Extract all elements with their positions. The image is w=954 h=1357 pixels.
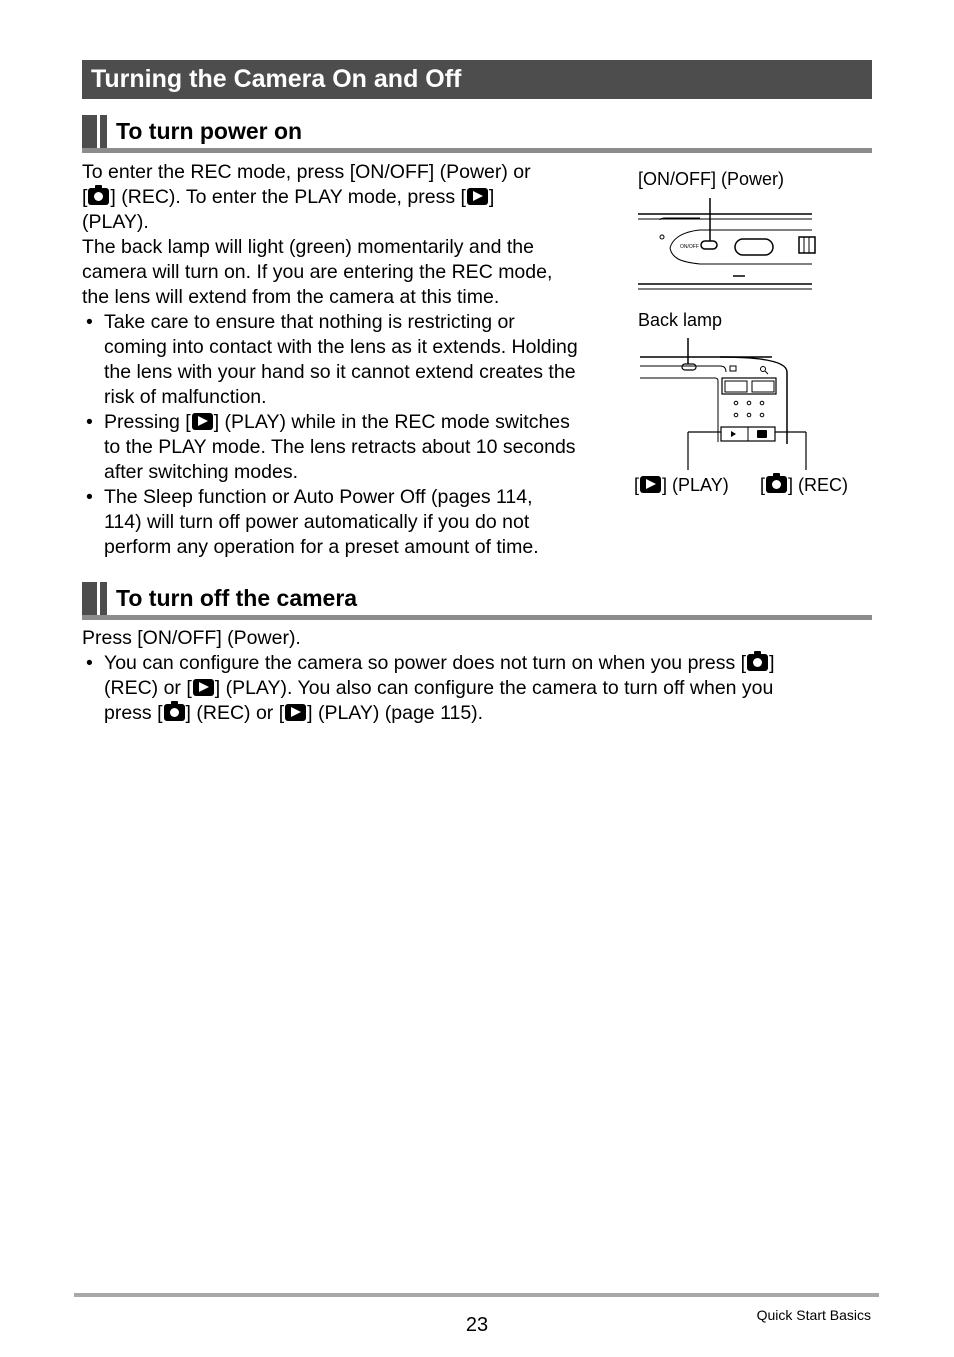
- intro-line: [ ] (REC). To enter the PLAY mode, press [ ]: [82, 186, 495, 208]
- section-heading-power-off: [82, 582, 872, 620]
- back-lamp-callout: Back lamp: [638, 310, 723, 330]
- intro-line: To enter the REC mode, press [ON/OFF] (Power) or: [82, 161, 531, 183]
- section-heading-text: To turn off the camera: [116, 585, 358, 611]
- play-icon: [467, 188, 488, 205]
- section-heading-text: To turn power on: [116, 118, 303, 144]
- bullet-marker: •: [86, 411, 93, 433]
- play-icon: [192, 413, 213, 430]
- camera-icon: [766, 476, 787, 493]
- bullet-line: press [ ] (REC) or [ ] (PLAY) (page 115).: [104, 702, 484, 724]
- page-title: Turning the Camera On and Off: [91, 65, 462, 93]
- heading-rule: [82, 148, 872, 153]
- bullet-line: 114) will turn off power automatically if you do not: [104, 511, 530, 533]
- onoff-button-label: ON/OFF: [680, 244, 699, 250]
- bullet-marker: •: [86, 486, 93, 508]
- play-icon: [193, 679, 214, 696]
- bullet-line: perform any operation for a preset amount of time.: [104, 536, 539, 558]
- bullet-line: You can configure the camera so power does not turn on when you press [ ]: [104, 652, 775, 674]
- footer-section-label: Quick Start Basics: [756, 1307, 871, 1323]
- bullet-marker: •: [86, 311, 93, 333]
- bullet-line: Take care to ensure that nothing is restricting or: [104, 311, 515, 333]
- footer-rule: [74, 1293, 879, 1297]
- intro-line: The back lamp will light (green) momentarily and the: [82, 236, 534, 258]
- camera-top-view: [638, 198, 815, 289]
- bullet-line: (REC) or [ ] (PLAY). You also can configure the camera to turn off when you: [104, 677, 774, 699]
- power-off-instruction: Press [ON/OFF] (Power).: [82, 627, 301, 649]
- bullet-line: after switching modes.: [104, 461, 299, 483]
- bullet-line: to the PLAY mode. The lens retracts about 10 seconds: [104, 436, 576, 458]
- power-callout: [ON/OFF] (Power): [638, 169, 785, 189]
- camera-icon: [164, 704, 185, 721]
- play-button-icon: [731, 431, 736, 437]
- page-title-bar: [82, 60, 872, 99]
- play-callout: [ ] (PLAY): [634, 475, 729, 495]
- bullet-line: risk of malfunction.: [104, 386, 267, 408]
- rec-button-icon: [757, 430, 767, 438]
- bullet-line: Pressing [ ] (PLAY) while in the REC mode switches: [104, 411, 570, 433]
- play-icon: [285, 704, 306, 721]
- camera-icon: [747, 654, 768, 671]
- intro-line: camera will turn on. If you are entering the REC mode,: [82, 261, 553, 283]
- camera-diagram: [630, 160, 870, 510]
- bullet-line: coming into contact with the lens as it extends. Holding: [104, 336, 578, 358]
- play-icon: [640, 476, 661, 493]
- bullet-marker: •: [86, 652, 93, 674]
- intro-line: (PLAY).: [82, 211, 149, 233]
- page-number: 23: [465, 1314, 489, 1336]
- camera-back-view: [640, 338, 806, 470]
- camera-icon: [88, 188, 109, 205]
- heading-rule: [82, 615, 872, 620]
- section-heading-power-on: [82, 115, 872, 153]
- bullet-line: The Sleep function or Auto Power Off (pages 114,: [104, 486, 533, 508]
- intro-line: the lens will extend from the camera at this time.: [82, 286, 500, 308]
- rec-callout: [ ] (REC): [760, 475, 849, 495]
- bullet-line: the lens with your hand so it cannot extend creates the: [104, 361, 576, 383]
